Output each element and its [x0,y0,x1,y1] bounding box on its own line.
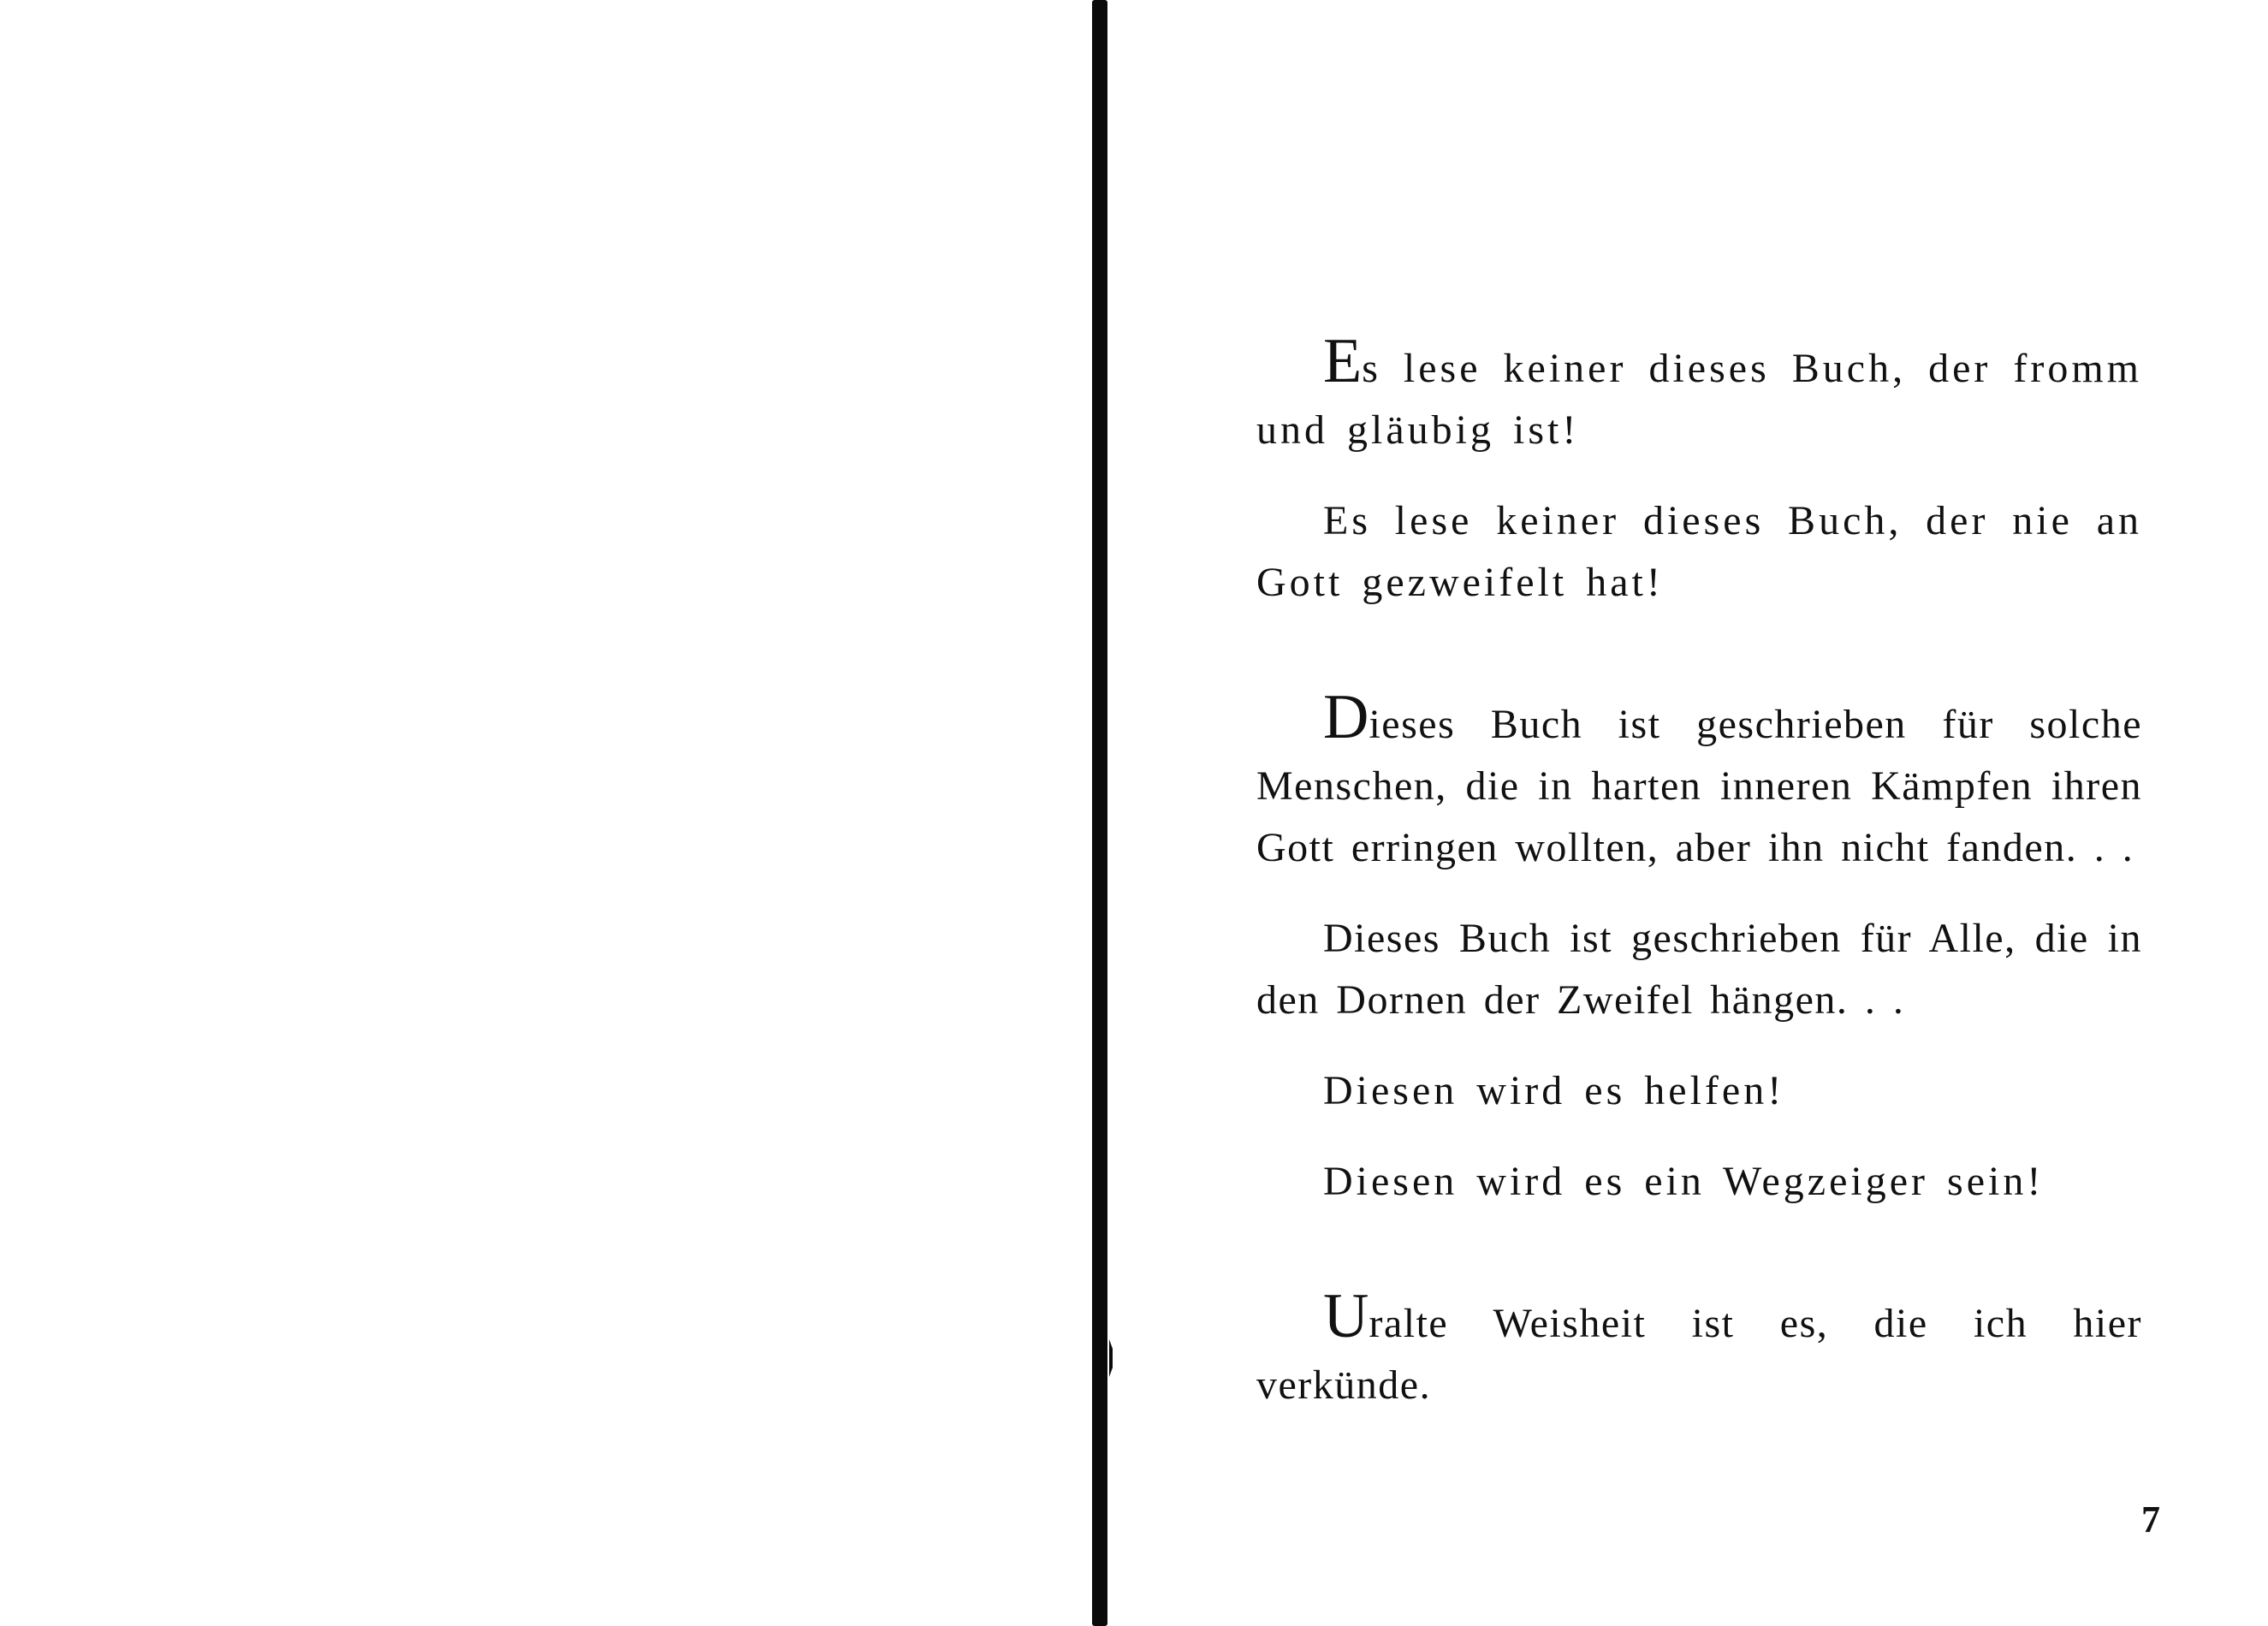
text-block [1256,326,2142,1416]
paragraph-2 [1256,490,2142,614]
paragraph-7-text: ralte Weisheit ist es, die ich hier verkünde. [1256,1301,2142,1408]
initial-letter-u: U [1323,1281,1369,1351]
paragraph-6 [1256,1151,2142,1213]
right-page [1113,0,2268,1626]
paragraph-3 [1256,682,2142,879]
paragraph-5-text: Diesen wird es helfen! [1323,1068,1785,1113]
paragraph-1 [1256,326,2142,461]
book-gutter [1092,0,1107,1626]
initial-letter-e: E [1323,326,1363,396]
paragraph-7 [1256,1281,2142,1416]
paragraph-4 [1256,908,2142,1031]
paragraph-6-text: Diesen wird es ein Wegzeiger sein! [1323,1159,2045,1204]
left-page-blank [0,0,1091,1626]
paragraph-1-text: s lese keiner dieses Buch, der fromm und gläubig ist! [1256,346,2142,453]
page-number: 7 [2141,1498,2160,1540]
paragraph-2-text: Es lese keiner dieses Buch, der nie an Gott gezweifelt hat! [1256,498,2142,605]
paragraph-3-text: ieses Buch ist geschrieben für solche Menschen, die in harten inneren Kämpfen ihren Gott erringen wollten, aber ihn nicht fanden. . . [1256,702,2142,870]
paragraph-5 [1256,1060,2142,1122]
paragraph-4-text: Dieses Buch ist geschrieben für Alle, die in den Dornen der Zweifel hängen. . . [1256,916,2142,1023]
initial-letter-d: D [1323,682,1369,752]
